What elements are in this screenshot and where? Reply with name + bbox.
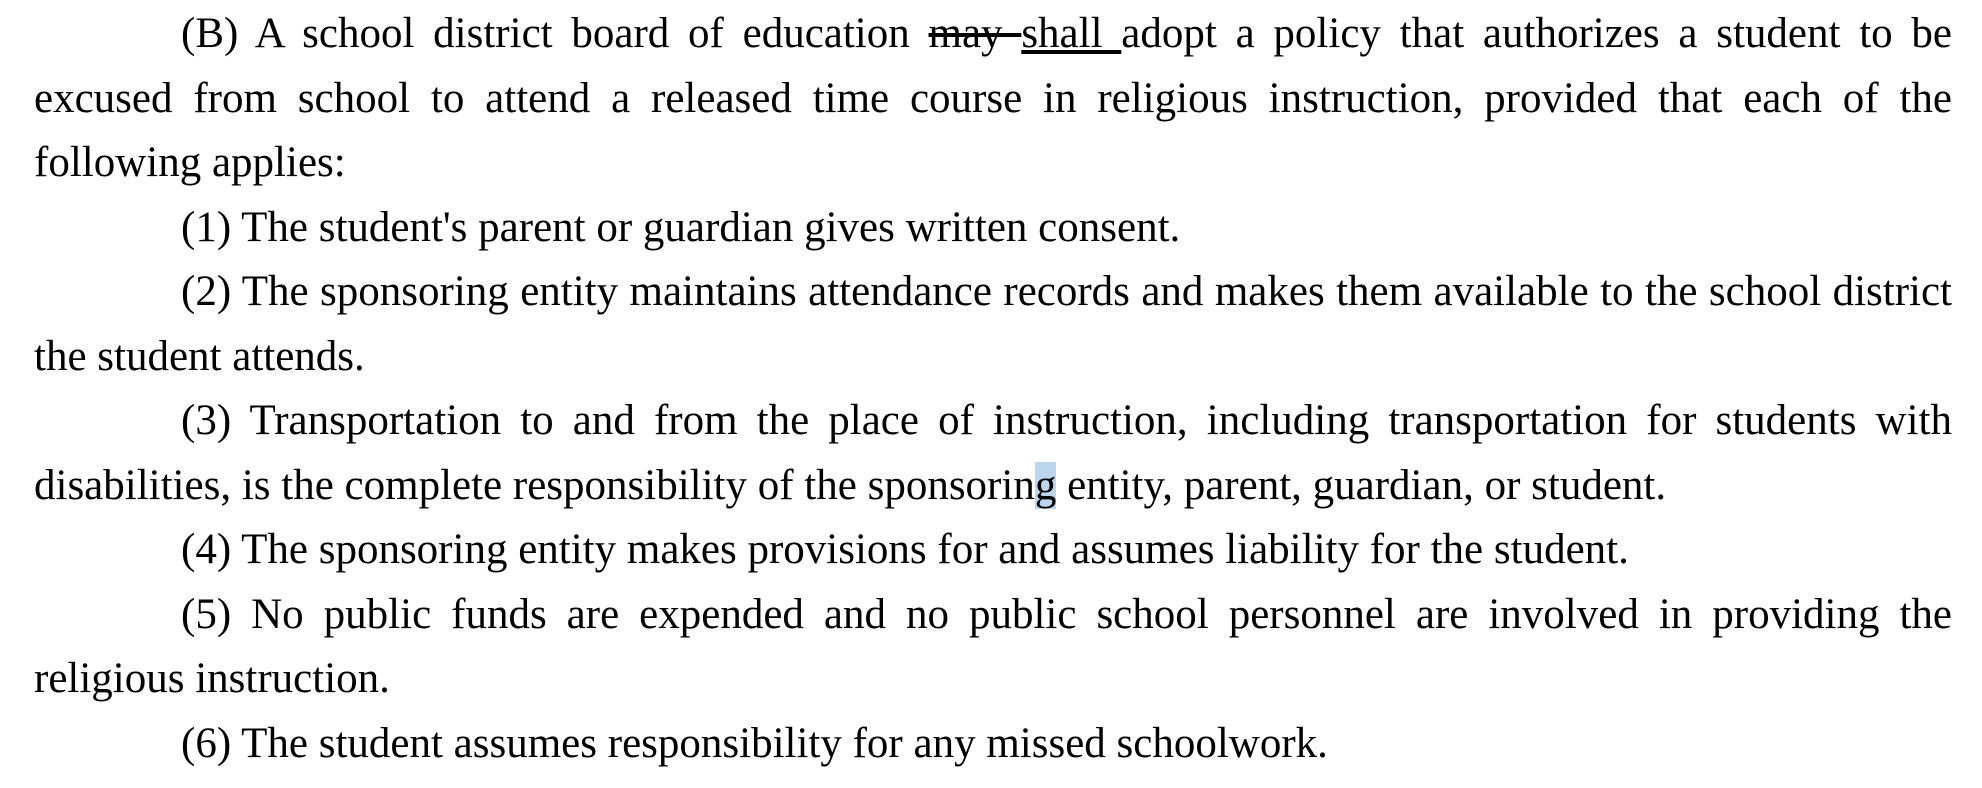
- paragraph-b[interactable]: [34, 2, 1952, 196]
- paragraph-b-text: (B) A school district board of education: [181, 10, 929, 57]
- list-item-4-text: (4) The sponsoring entity makes provisions for and assumes liability for the student.: [181, 526, 1629, 573]
- list-item-3-text: (3) Transportation to and from the place of instruction, including transportation for students with disabilities, is the complete responsibility of the sponsorin: [34, 397, 1952, 509]
- list-item-1-text: (1) The student's parent or guardian gives written consent.: [181, 203, 1181, 251]
- paragraph-b-text-continued: adopt a policy that authorizes a student to be excused from school to attend a released time course in religious instruction, provided that each of the following applies:: [34, 10, 1952, 186]
- document-body[interactable]: [34, 2, 1952, 776]
- list-item-2[interactable]: [34, 260, 1952, 389]
- list-item-1[interactable]: [34, 196, 1952, 261]
- text-selection-highlight: g: [1034, 461, 1057, 509]
- list-item-6-text: (6) The student assumes responsibility for any missed schoolwork.: [181, 719, 1328, 767]
- list-item-2-text: (2) The sponsoring entity maintains attendance records and makes them available to the school district the student attends.: [34, 268, 1952, 380]
- list-item-3-text-continued: entity, parent, guardian, or student.: [1056, 461, 1667, 509]
- list-item-6[interactable]: [34, 712, 1952, 777]
- inserted-text-shall: shall: [1021, 10, 1122, 57]
- list-item-5[interactable]: [34, 583, 1952, 712]
- deleted-text-may: may: [928, 10, 1022, 57]
- list-item-4[interactable]: [34, 518, 1952, 583]
- list-item-5-text: (5) No public funds are expended and no public school personnel are involved in providing the religious instruction.: [34, 590, 1952, 702]
- list-item-3[interactable]: [34, 389, 1952, 518]
